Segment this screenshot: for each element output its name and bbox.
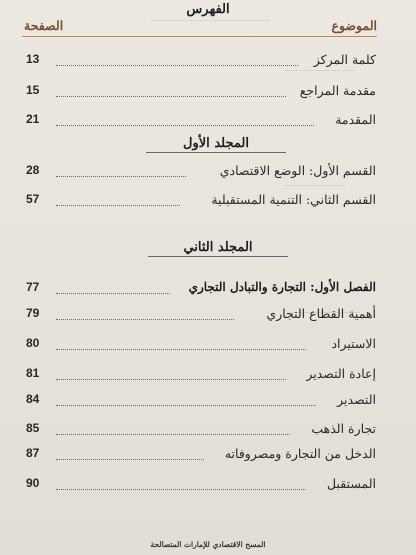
dot-leader — [56, 65, 298, 66]
toc-entry — [26, 421, 376, 443]
toc-entry-label: أهمية القطاع التجاري — [266, 306, 376, 321]
index-title: الفهرس — [186, 2, 230, 17]
volume-one-heading — [146, 136, 286, 151]
toc-page-number: 13 — [26, 52, 40, 66]
toc-entry — [26, 392, 376, 414]
toc-page-number: 80 — [26, 336, 40, 350]
toc-page-number: 28 — [26, 163, 40, 177]
dot-leader — [56, 349, 306, 350]
toc-page-number: 90 — [26, 476, 40, 490]
volume-one-heading-text: المجلد الأول — [183, 136, 249, 151]
chapter-entry — [26, 280, 376, 302]
volume-two-heading-text: المجلد الثاني — [183, 240, 253, 255]
toc-entry — [26, 366, 376, 388]
toc-page-number: 77 — [26, 280, 40, 294]
toc-entry — [26, 336, 376, 358]
dot-leader — [56, 293, 170, 294]
toc-entry — [26, 446, 376, 468]
toc-entry-label: إعادة التصدير — [306, 366, 376, 381]
toc-entry-label: المستقبل — [327, 476, 376, 491]
dot-leader — [56, 96, 286, 97]
dot-leader — [56, 319, 234, 320]
toc-entry — [26, 163, 376, 185]
section-rule — [146, 152, 286, 153]
toc-entry — [26, 476, 376, 498]
dot-leader — [56, 379, 286, 380]
column-header — [24, 18, 377, 38]
toc-entry-label: التصدير — [337, 392, 376, 407]
dot-leader — [56, 405, 316, 406]
header-rule — [22, 36, 377, 37]
toc-entry-label: الدخل من التجارة ومصروفاته — [224, 446, 376, 461]
toc-page-number: 81 — [26, 366, 40, 380]
toc-page-number: 79 — [26, 306, 40, 320]
dot-leader — [56, 459, 204, 460]
dot-leader — [56, 489, 306, 490]
section-rule — [148, 256, 288, 257]
toc-entry — [26, 192, 376, 214]
toc-entry — [26, 112, 376, 134]
toc-page-number: 84 — [26, 392, 40, 406]
dot-leader — [56, 176, 186, 177]
toc-entry — [26, 83, 376, 105]
toc-entry-label: كلمة المركز — [313, 52, 376, 67]
toc-entry-label: المقدمة — [335, 112, 376, 127]
toc-entry-label: القسم الأول: الوضع الاقتصادي — [219, 163, 376, 178]
toc-page-number: 85 — [26, 421, 40, 435]
toc-page-number: 57 — [26, 192, 40, 206]
volume-two-heading — [148, 240, 288, 255]
toc-entry-label: الاستيراد — [331, 336, 376, 351]
toc-page-number: 87 — [26, 446, 40, 460]
toc-entry-label: القسم الثاني: التنمية المستقبلية — [211, 192, 376, 207]
toc-page-number: 21 — [26, 112, 40, 126]
toc-entry-label: تجارة الذهب — [311, 421, 376, 436]
toc-entry-label: مقدمة المراجع — [299, 83, 376, 98]
dot-leader — [56, 205, 180, 206]
subject-column-heading: الموضوع — [331, 18, 377, 33]
page-column-heading: الصفحة — [24, 18, 64, 33]
running-footer: المسح الاقتصادي للإمارات المتصالحة — [150, 540, 266, 549]
chapter-entry-label: الفصل الأول: التجارة والتبادل التجاري — [188, 280, 376, 294]
toc-page-number: 15 — [26, 83, 40, 97]
toc-entry — [26, 306, 376, 328]
dot-leader — [56, 434, 290, 435]
dot-leader — [56, 125, 314, 126]
toc-entry — [26, 52, 376, 74]
